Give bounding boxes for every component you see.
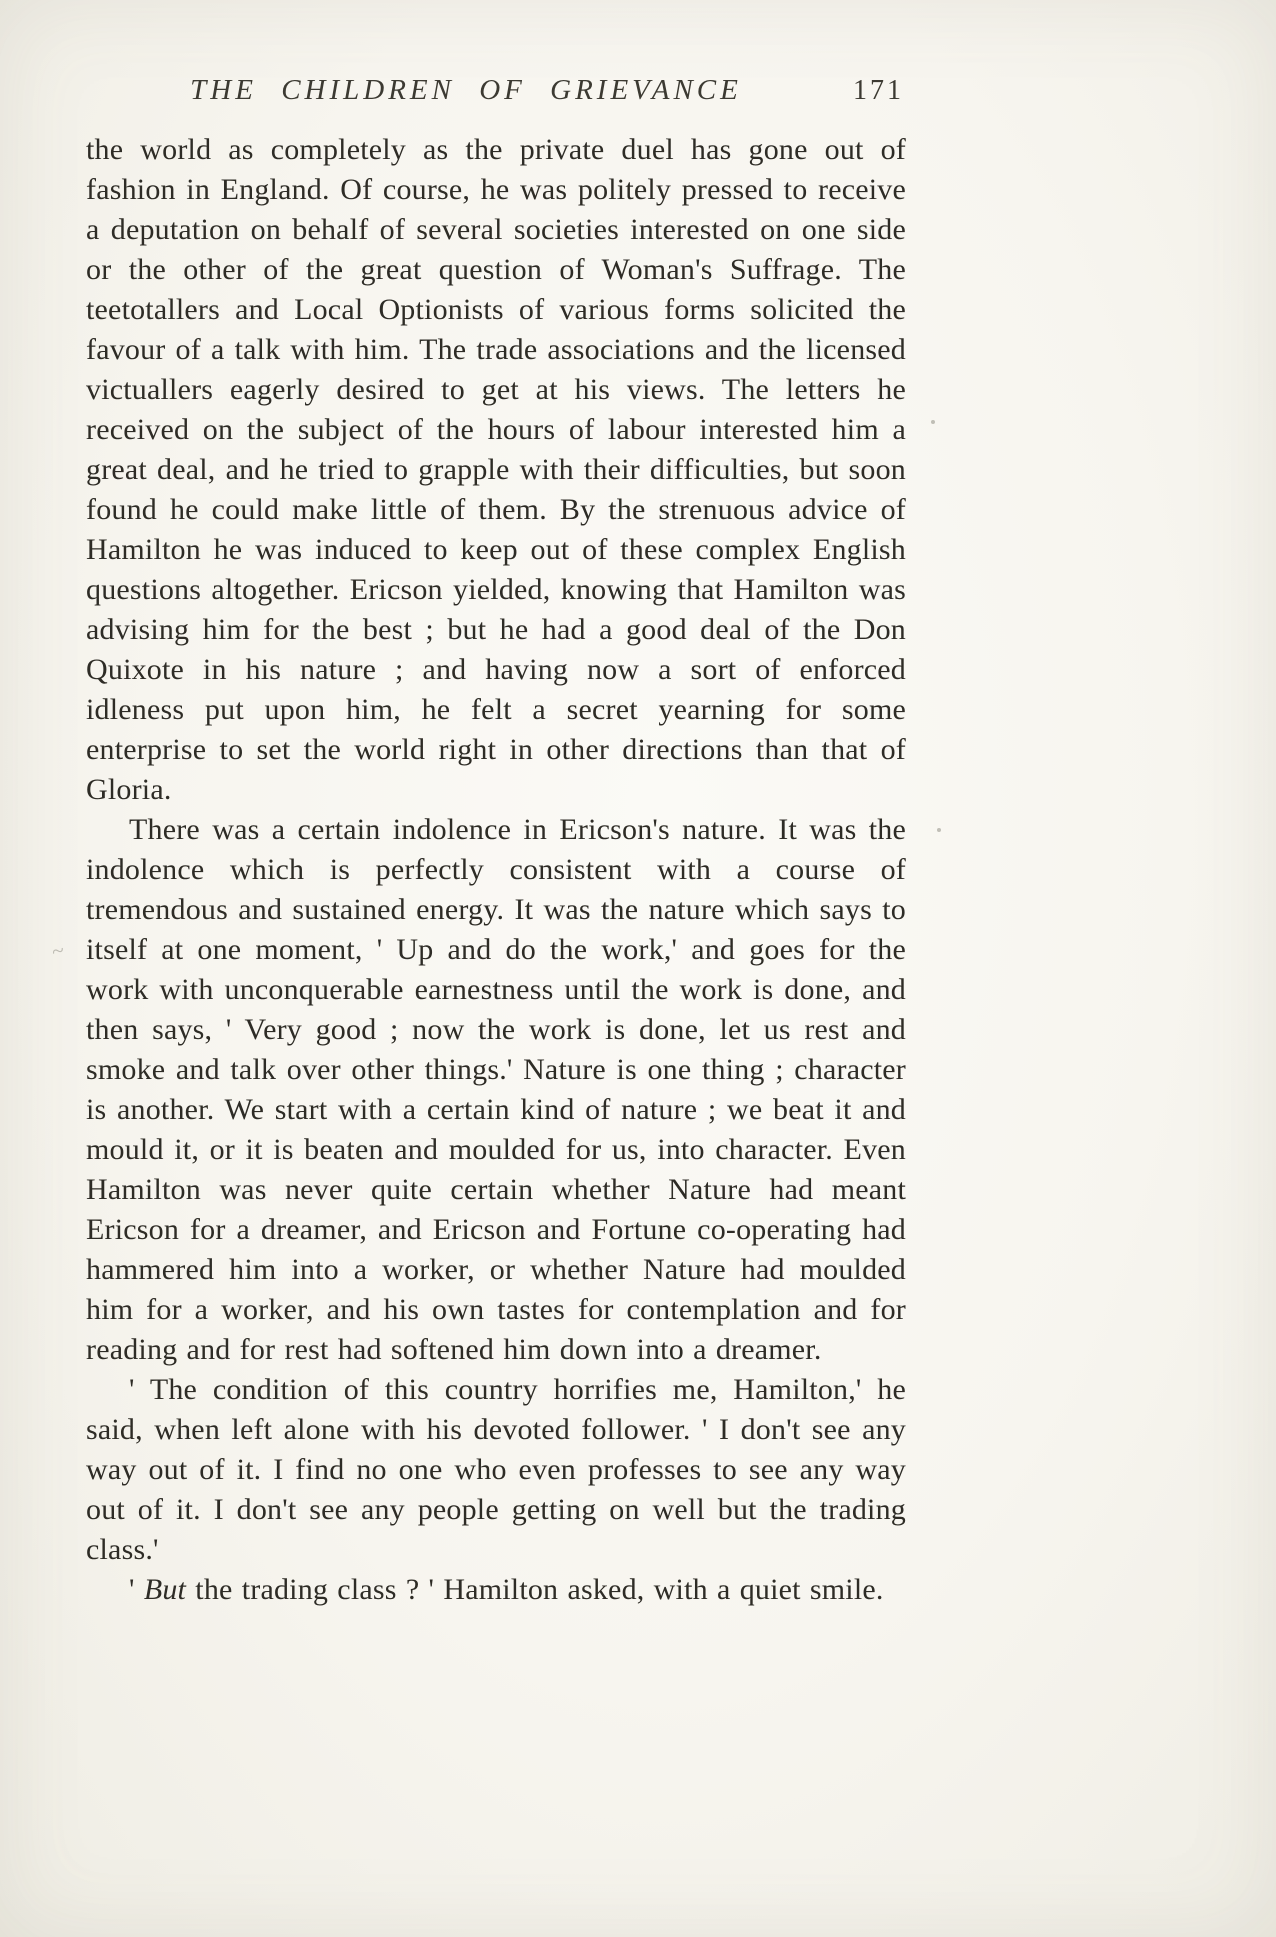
text-run: ' (129, 1573, 144, 1606)
paragraph (86, 1370, 906, 1570)
paragraph (86, 810, 906, 1370)
scan-speck (931, 420, 935, 424)
text-run: the trading class ? ' Hamilton asked, with a quiet smile. (186, 1573, 884, 1606)
italic-text: But (143, 1573, 187, 1606)
text-run: ' The condition of this country horrifies me, Hamilton,' he said, when left alone with his devoted follower. ' I don't see any way out of it. I find no one who even professes to see any way out of it. I don't see any people getting on well but the trading class.' (86, 1373, 906, 1566)
page-body (86, 130, 906, 1610)
page-number: 171 (853, 75, 904, 106)
scan-speck (937, 828, 941, 832)
running-title: THE CHILDREN OF GRIEVANCE (190, 74, 742, 106)
scan-artifact: ~ (49, 937, 67, 964)
paragraph (86, 1570, 906, 1610)
text-run: There was a certain indolence in Ericson's nature. It was the indolence which is perfectly consistent with a course of tremendous and sustained energy. It was the nature which says to itself at one moment, ' Up and do the work,' and goes for the work with unconquerable earnestness until the work is done, and then says, ' Very good ; now the work is done, let us rest and smoke and talk over other things.' Nature is one thing ; character is another. We start with a certain kind of nature ; we beat it and mould it, or it is beaten and moulded for us, into character. Even Hamilton was never quite certain whether Nature had meant Ericson for a dreamer, and Ericson and Fortune co-operating had hammered him into a worker, or whether Nature had moulded him for a worker, and his own tastes for contemplation and for reading and for rest had softened him down into a dreamer. (86, 813, 906, 1366)
paragraph (86, 130, 906, 810)
page-header (86, 74, 906, 118)
text-run: the world as completely as the private duel has gone out of fashion in England. Of course, he was politely pressed to receive a deputation on behalf of several societies interested on one side or the other of the great question of Woman's Suffrage. The teetotallers and Local Optionists of various forms solicited the favour of a talk with him. The trade associations and the licensed victuallers eagerly desired to get at his views. The letters he received on the subject of the hours of labour interested him a great deal, and he tried to grapple with their difficulties, but soon found he could make little of them. By the strenuous advice of Hamilton he was induced to keep out of these complex English questions altogether. Ericson yielded, knowing that Hamilton was advising him for the best ; but he had a good deal of the Don Quixote in his nature ; and having now a sort of enforced idleness put upon him, he felt a secret yearning for some enterprise to set the world right in other directions than that of Gloria. (86, 133, 906, 806)
text-column (86, 74, 906, 1610)
